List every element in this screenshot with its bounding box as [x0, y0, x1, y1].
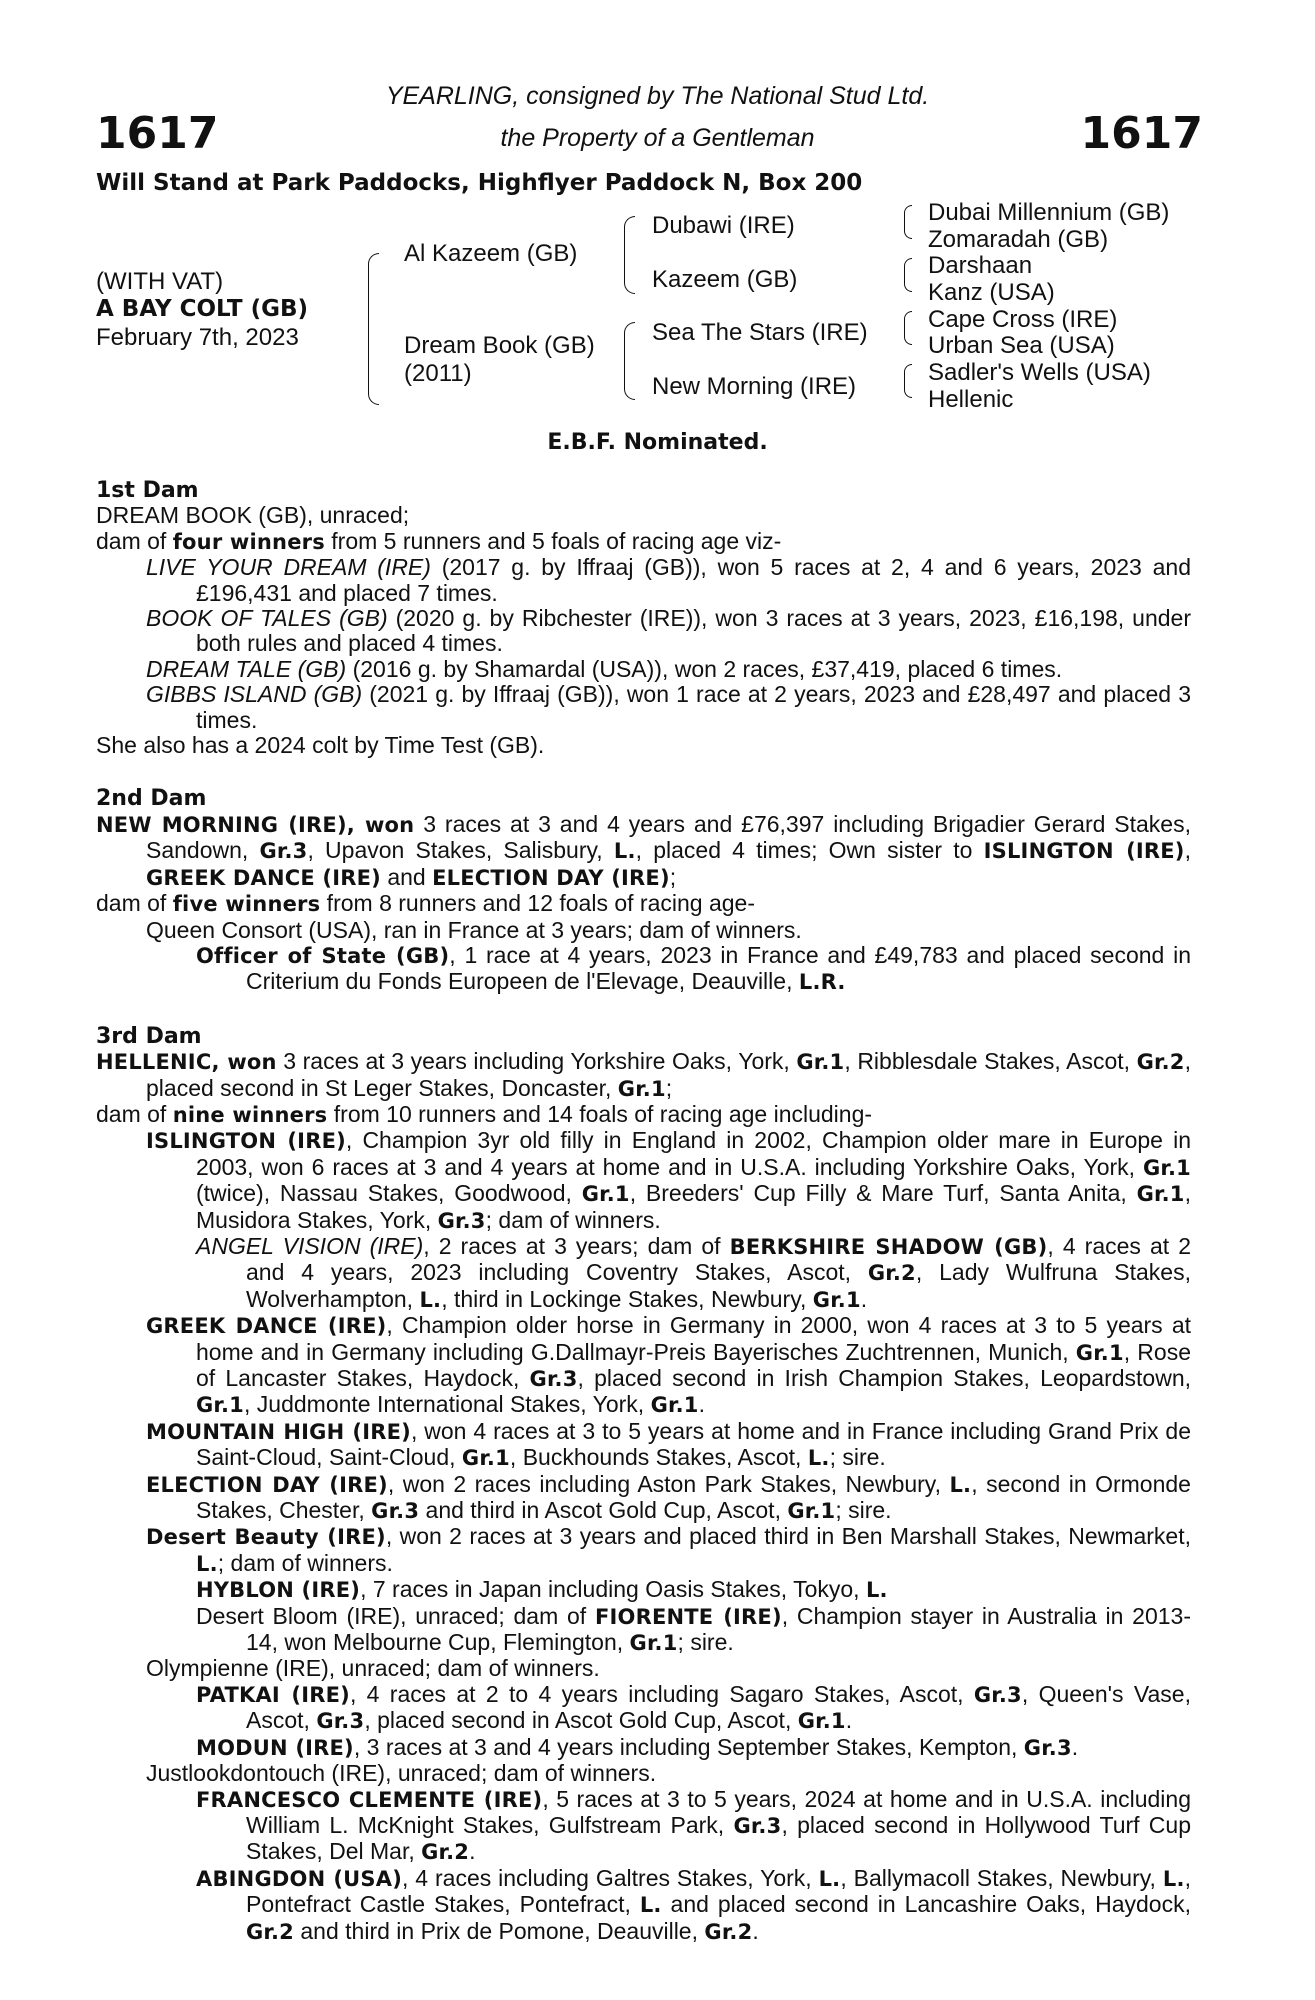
produce-entry: Desert Bloom (IRE), unraced; dam of FIORENTE (IRE), Champion stayer in Australia in 2013-14, won Melbourne Cup, Flemington, Gr.1; sire.	[196, 1602, 1191, 1656]
pedigree-sire: Al Kazeem (GB)	[404, 240, 578, 267]
pedigree-dam-year: (2011)	[404, 360, 472, 387]
pedigree-g3-7: Sadler's Wells (USA)	[928, 359, 1151, 386]
produce-entry: ANGEL VISION (IRE), 2 races at 3 years; dam of BERKSHIRE SHADOW (GB), 4 races at 2 and 4 years, 2023 including Coventry Stakes, Ascot, Gr.2, Lady Wulfruna Stakes, Wolverhampton, L., third in Lockinge Stakes, Newbury, Gr.1.	[196, 1232, 1191, 1312]
first-dam-also: She also has a 2024 colt by Time Test (GB).	[96, 732, 545, 759]
horse-name: A BAY COLT (GB)	[96, 296, 309, 322]
foaling-date: February 7th, 2023	[96, 324, 299, 351]
third-dam-produce-intro: dam of nine winners from 10 runners and 14 foals of racing age including-	[96, 1100, 873, 1127]
pedigree-g3-6: Urban Sea (USA)	[928, 332, 1115, 359]
produce-entry: ELECTION DAY (IRE), won 2 races including Aston Park Stakes, Newbury, L., second in Ormonde Stakes, Chester, Gr.3 and third in Ascot Gold Cup, Ascot, Gr.1; sire.	[146, 1470, 1191, 1524]
pedigree-bracket-main	[368, 253, 379, 405]
produce-entry: Desert Beauty (IRE), won 2 races at 3 years and placed third in Ben Marshall Stakes, Newmarket, L.; dam of winners.	[146, 1523, 1192, 1576]
pedigree-g3-1: Dubai Millennium (GB)	[928, 199, 1170, 226]
pedigree-dam-dam: New Morning (IRE)	[652, 373, 857, 400]
produce-entry: ISLINGTON (IRE), Champion 3yr old filly in England in 2002, Champion older mare in Europe in 2003, won 6 races at 3 and 4 years at home and in U.S.A. including Yorkshire Oaks, York, Gr.1 (twice), Nassau Stakes, Goodwood, Gr.1, Breeders' Cup Filly & Mare Turf, Santa Anita, Gr.1, Musidora Stakes, York, Gr.3; dam of winners.	[146, 1127, 1192, 1233]
pedigree-bracket-g3-1	[904, 205, 912, 239]
produce-entry: Justlookdontouch (IRE), unraced; dam of winners.	[146, 1760, 657, 1787]
produce-entry: HYBLON (IRE), 7 races in Japan including Oasis Stakes, Tokyo, L.	[196, 1576, 888, 1603]
pedigree-bracket-dam	[624, 322, 635, 400]
produce-entry: MODUN (IRE), 3 races at 3 and 4 years including September Stakes, Kempton, Gr.3.	[196, 1733, 1079, 1760]
second-dam-entry: NEW MORNING (IRE), won 3 races at 3 and 4 years and £76,397 including Brigadier Gerard Stakes, Sandown, Gr.3, Upavon Stakes, Salisbury, L., placed 4 times; Own sister to ISLINGTON (IRE), GREEK DANCE (IRE) and ELECTION DAY (IRE);	[96, 810, 1191, 890]
produce-entry: Olympienne (IRE), unraced; dam of winners.	[146, 1655, 600, 1682]
produce-entry: PATKAI (IRE), 4 races at 2 to 4 years including Sagaro Stakes, Ascot, Gr.3, Queen's Vase, Ascot, Gr.3, placed second in Ascot Gold Cup, Ascot, Gr.1.	[196, 1680, 1191, 1734]
produce-entry: LIVE YOUR DREAM (IRE) (2017 g. by Iffraaj (GB)), won 5 races at 2, 4 and 6 years, 2023 and £196,431 and placed 7 times.	[146, 554, 1191, 606]
third-dam-entry: HELLENIC, won 3 races at 3 years including Yorkshire Oaks, York, Gr.1, Ribblesdale Stakes, Ascot, Gr.2, placed second in St Leger Stakes, Doncaster, Gr.1;	[96, 1048, 1191, 1101]
lot-number-left: 1617	[96, 108, 219, 159]
pedigree-g3-4: Kanz (USA)	[928, 279, 1055, 306]
produce-entry: DREAM TALE (GB) (2016 g. by Shamardal (USA)), won 2 races, £37,419, placed 6 times.	[146, 655, 1063, 682]
second-dam-heading: 2nd Dam	[96, 786, 207, 812]
pedigree-bracket-sire	[624, 216, 635, 294]
pedigree-g3-2: Zomaradah (GB)	[928, 226, 1109, 253]
pedigree-g3-3: Darshaan	[928, 252, 1033, 279]
produce-entry: MOUNTAIN HIGH (IRE), won 4 races at 3 to 5 years at home and in France including Grand Prix de Saint-Cloud, Saint-Cloud, Gr.1, Buckhounds Stakes, Ascot, L.; sire.	[146, 1417, 1191, 1471]
catalogue-body	[96, 478, 1191, 1945]
ebf-nominated: E.B.F. Nominated.	[547, 430, 768, 455]
produce-entry: Queen Consort (USA), ran in France at 3 years; dam of winners.	[146, 916, 802, 943]
pedigree-dam: Dream Book (GB)	[404, 332, 595, 359]
consignor-line: YEARLING, consigned by The National Stud Ltd.	[385, 82, 930, 110]
pedigree-sire-dam: Kazeem (GB)	[652, 266, 798, 293]
produce-entry: GREEK DANCE (IRE), Champion older horse in Germany in 2000, won 4 races at 3 to 5 years at home and in Germany including G.Dallmayr-Preis Bayerisches Zuchtrennen, Munich, Gr.1, Rose of Lancaster Stakes, Haydock, Gr.3, placed second in Irish Champion Stakes, Leopardstown, Gr.1, Juddmonte International Stakes, York, Gr.1.	[146, 1312, 1192, 1418]
first-dam-heading: 1st Dam	[96, 478, 199, 503]
vat-note: (WITH VAT)	[96, 268, 224, 295]
produce-entry: Officer of State (GB), 1 race at 4 years, 2023 in France and £49,783 and placed second in Criterium du Fonds Europeen de l'Elevage, Deauville, L.R.	[196, 941, 1192, 995]
pedigree-bracket-g3-2	[904, 258, 912, 292]
first-dam-line: DREAM BOOK (GB), unraced;	[96, 502, 410, 529]
produce-entry: BOOK OF TALES (GB) (2020 g. by Ribchester (IRE)), won 3 races at 3 years, 2023, £16,198, under both rules and placed 4 times.	[146, 605, 1191, 657]
pedigree-bracket-g3-3	[904, 311, 912, 345]
pedigree-g3-5: Cape Cross (IRE)	[928, 306, 1118, 333]
pedigree-dam-sire: Sea The Stars (IRE)	[652, 319, 868, 346]
third-dam-heading: 3rd Dam	[96, 1023, 202, 1049]
second-dam-produce-intro: dam of five winners from 8 runners and 12 foals of racing age-	[96, 890, 755, 917]
first-dam-produce-intro: dam of four winners from 5 runners and 5 foals of racing age viz-	[96, 527, 782, 554]
pedigree-sire-sire: Dubawi (IRE)	[652, 212, 795, 239]
produce-entry: FRANCESCO CLEMENTE (IRE), 5 races at 3 to 5 years, 2024 at home and in U.S.A. including William L. McKnight Stakes, Gulfstream Park, Gr.3, placed second in Hollywood Turf Cup Stakes, Del Mar, Gr.2.	[196, 1785, 1192, 1865]
produce-entry: ABINGDON (USA), 4 races including Galtres Stakes, York, L., Ballymacoll Stakes, Newbury, L., Pontefract Castle Stakes, Pontefract, L. and placed second in Lancashire Oaks, Haydock, Gr.2 and third in Prix de Pomone, Deauville, Gr.2.	[196, 1864, 1192, 1944]
lot-number-right: 1617	[1080, 108, 1203, 159]
pedigree-g3-8: Hellenic	[928, 386, 1014, 413]
produce-entry: GIBBS ISLAND (GB) (2021 g. by Iffraaj (GB)), won 1 race at 2 years, 2023 and £28,497 and placed 3 times.	[146, 681, 1191, 733]
pedigree-bracket-g3-4	[904, 364, 912, 398]
stand-location: Will Stand at Park Paddocks, Highflyer Paddock N, Box 200	[96, 170, 863, 196]
property-line: the Property of a Gentleman	[500, 124, 815, 152]
